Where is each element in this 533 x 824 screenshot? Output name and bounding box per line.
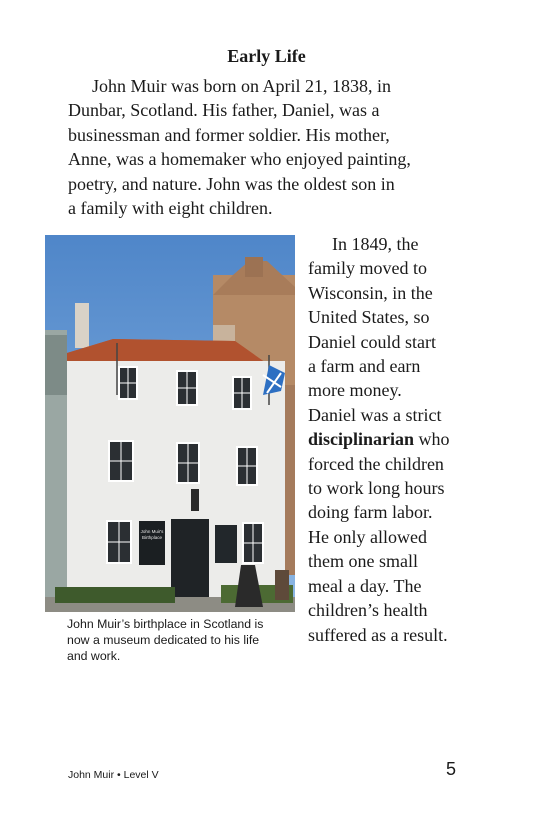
text-line: poetry, and nature. John was the oldest son in [68, 173, 395, 194]
caption-line: and work. [67, 649, 121, 664]
text-line: Daniel could start [308, 331, 436, 352]
svg-text:Birthplace: Birthplace [141, 535, 163, 540]
photo-caption [67, 616, 292, 665]
caption-line: now a museum dedicated to his life [67, 633, 260, 648]
house-photo-icon [45, 235, 295, 612]
text-line: Dunbar, Scotland. His father, Daniel, was a [68, 100, 380, 121]
text-line: doing farm labor. [308, 502, 433, 523]
text-line: a family with eight children. [68, 198, 273, 219]
text-line: children’s health [308, 600, 428, 621]
paragraph-early-life [68, 74, 458, 220]
text-line: them one small [308, 551, 418, 572]
text-line: suffered as a result. [308, 624, 448, 645]
text-line: family moved to [308, 258, 427, 279]
text-line: John Muir was born on April 21, 1838, in [92, 76, 391, 96]
text-line: Anne, was a homemaker who enjoyed painting, [68, 149, 411, 170]
text-line [308, 427, 488, 451]
text-line: forced the children [308, 453, 444, 474]
paragraph-wisconsin [308, 232, 488, 647]
caption-line: John Muir’s birthplace in Scotland is [67, 617, 264, 631]
page-number: 5 [446, 759, 457, 779]
section-heading: Early Life [227, 46, 306, 66]
text-line: He only allowed [308, 526, 427, 547]
text-line: United States, so [308, 307, 430, 328]
text-line: more money. [308, 380, 402, 401]
text-fragment: who [414, 429, 450, 450]
footer-book-title: John Muir • Level V [68, 769, 159, 781]
birthplace-photo [45, 235, 295, 612]
text-line: to work long hours [308, 478, 445, 499]
text-line: businessman and former soldier. His mother, [68, 124, 390, 145]
text-line: a farm and earn [308, 356, 421, 377]
svg-text:John Muir's: John Muir's [140, 529, 164, 534]
text-line: In 1849, the [332, 234, 419, 254]
text-line: meal a day. The [308, 575, 422, 596]
text-line: Wisconsin, in the [308, 282, 433, 303]
text-line: Daniel was a strict [308, 404, 442, 425]
glossary-term-disciplinarian: disciplinarian [308, 429, 415, 450]
